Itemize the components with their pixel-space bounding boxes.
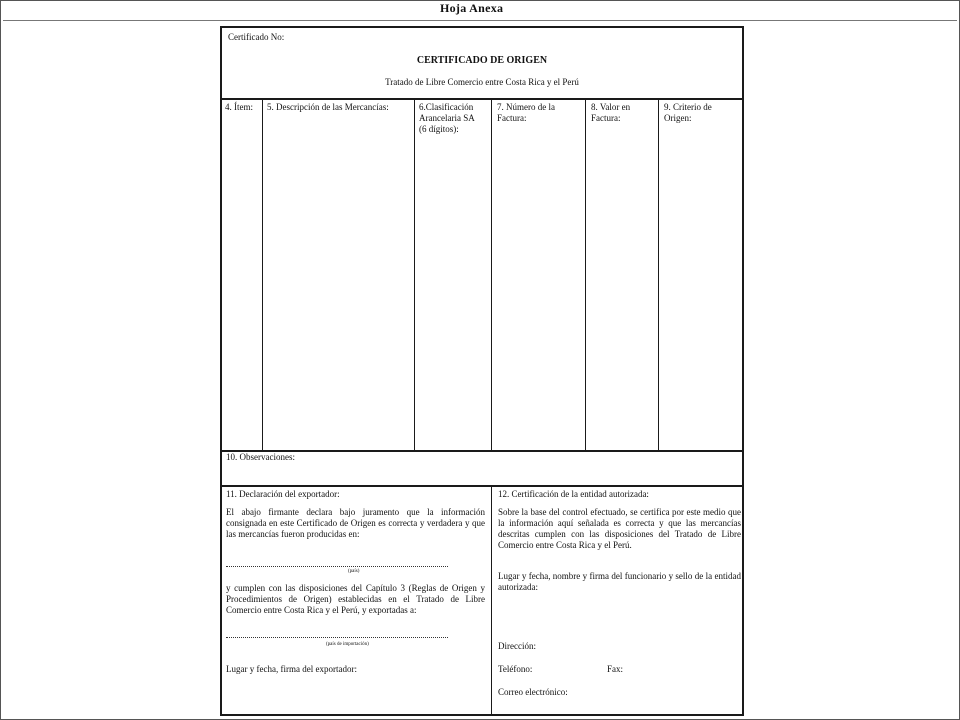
sheet-title: Hoja Anexa [440,1,504,15]
column-header-factura: 7. Número de la Factura: [497,102,555,123]
exporter-heading: 11. Declaración del exportador: [226,489,340,499]
country-caption: (país) [348,569,360,574]
column-header-clasificacion: 6.Clasificación Arancelaria SA (6 dígitos): [419,102,475,134]
certification-text: Sobre la base del control efectuado, se certifica por este medio que la información aquí señalada es correcta y que las mercancías descritas cumplen con las disposiciones del Tratado de Libre Comercio entre Costa Rica y el Perú. [498,507,741,550]
certificate-form [220,26,744,716]
column-header-valor: 8. Valor en Factura: [591,102,631,123]
import-country-caption: (país de importación) [326,642,369,647]
exporter-compliance-text: y cumplen con las disposiciones del Capítulo 3 (Reglas de Origen y Procedimientos de Origen) establecidas en el Tratado de Libre Comercio entre Costa Rica y el Perú, y exportadas a: [226,583,485,615]
address-label: Dirección: [498,641,536,651]
phone-label: Teléfono: [498,664,533,674]
certification-heading: 12. Certificación de la entidad autorizada: [498,489,649,499]
fax-label: Fax: [607,664,624,674]
column-divider [491,99,492,451]
email-label: Correo electrónico: [498,687,568,697]
exporter-declaration-text: El abajo firmante declara bajo juramento que la información consignada en este Certificado de Origen es correcta y verdadera y que las mercancías fueron producidas en: [226,507,485,539]
observaciones-label: 10. Observaciones: [226,452,295,462]
column-header-item: 4. Ítem: [225,102,253,112]
header-rule [3,20,957,21]
country-dotted-line [226,566,448,567]
column-header-descripcion: 5. Descripción de las Mercancías: [267,102,389,112]
import-country-dotted-line [226,637,448,638]
column-header-criterio: 9. Criterio de Origen: [664,102,712,123]
certificate-subtitle: Tratado de Libre Comercio entre Costa Rica y el Perú [385,77,579,87]
header-divider [222,98,742,100]
column-divider [262,99,263,451]
certificate-title: CERTIFICADO DE ORIGEN [416,55,548,66]
column-divider [585,99,586,451]
declaration-divider [491,486,492,716]
cert-number-label: Certificado No: [228,32,285,42]
certification-signature-text: Lugar y fecha, nombre y firma del funcionario y sello de la entidad autorizada: [498,571,741,592]
exporter-signature-label: Lugar y fecha, firma del exportador: [226,664,357,674]
column-divider [658,99,659,451]
observaciones-divider [222,485,742,487]
table-bottom-divider [222,450,742,452]
column-divider [414,99,415,451]
